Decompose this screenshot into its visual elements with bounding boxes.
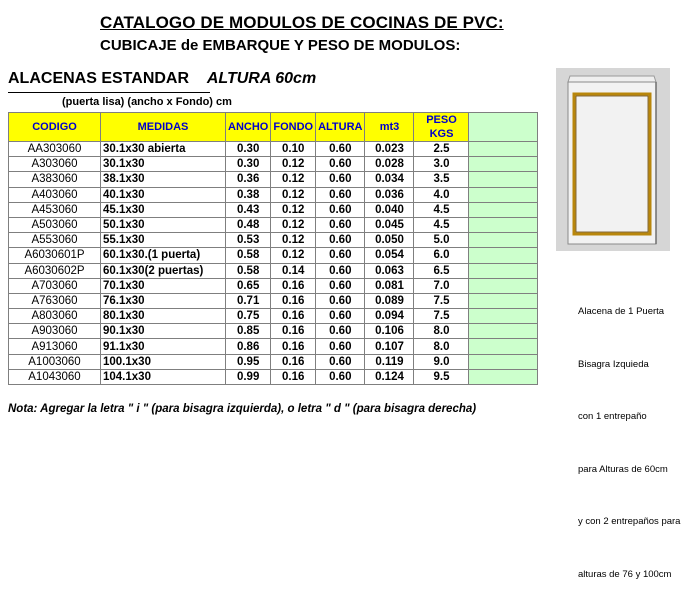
cell-codigo: A503060 <box>9 217 101 232</box>
cell-ancho: 0.71 <box>226 293 271 308</box>
cell-codigo: A803060 <box>9 309 101 324</box>
cell-medidas: 45.1x30 <box>101 202 226 217</box>
cell-fondo: 0.12 <box>271 202 316 217</box>
cell-extra <box>469 293 538 308</box>
cell-peso: 7.0 <box>414 278 469 293</box>
cell-mt3: 0.050 <box>365 233 414 248</box>
cell-ancho: 0.75 <box>226 309 271 324</box>
cell-extra <box>469 233 538 248</box>
caption-line: con 1 entrepaño <box>578 411 647 422</box>
cell-mt3: 0.089 <box>365 293 414 308</box>
cell-altura: 0.60 <box>316 278 365 293</box>
cell-mt3: 0.119 <box>365 354 414 369</box>
table-row <box>9 172 538 187</box>
cell-altura: 0.60 <box>316 248 365 263</box>
caption-line: Alacena de 1 Puerta <box>578 306 665 317</box>
cell-peso: 6.0 <box>414 248 469 263</box>
cell-altura: 0.60 <box>316 293 365 308</box>
section-heading <box>8 70 316 88</box>
caption-line: y con 2 entrepaños para <box>578 516 681 527</box>
table-row <box>9 324 538 339</box>
cell-fondo: 0.12 <box>271 233 316 248</box>
cell-mt3: 0.107 <box>365 339 414 354</box>
cell-codigo: A6030601P <box>9 248 101 263</box>
caption-line: Bisagra Izquieda <box>578 358 649 370</box>
table-row <box>9 142 538 157</box>
cell-mt3: 0.040 <box>365 202 414 217</box>
cell-fondo: 0.12 <box>271 217 316 232</box>
cell-peso: 4.0 <box>414 187 469 202</box>
cell-extra <box>469 369 538 384</box>
cell-altura: 0.60 <box>316 172 365 187</box>
col-header-altura: ALTURA <box>316 113 365 142</box>
col-header-extra <box>469 113 538 142</box>
cell-fondo: 0.14 <box>271 263 316 278</box>
table-row <box>9 157 538 172</box>
cell-extra <box>469 142 538 157</box>
table-row <box>9 354 538 369</box>
cell-codigo: A763060 <box>9 293 101 308</box>
cell-ancho: 0.53 <box>226 233 271 248</box>
cell-medidas: 60.1x30.(1 puerta) <box>101 248 226 263</box>
col-header-medidas: MEDIDAS <box>101 113 226 142</box>
cell-peso: 5.0 <box>414 233 469 248</box>
cell-fondo: 0.12 <box>271 248 316 263</box>
cell-fondo: 0.16 <box>271 278 316 293</box>
cell-extra <box>469 263 538 278</box>
section-underline <box>8 92 210 93</box>
col-header-ancho: ANCHO <box>226 113 271 142</box>
cell-codigo: A403060 <box>9 187 101 202</box>
cell-fondo: 0.16 <box>271 354 316 369</box>
cell-peso: 9.0 <box>414 354 469 369</box>
cell-mt3: 0.045 <box>365 217 414 232</box>
page-subtitle: CUBICAJE de EMBARQUE Y PESO DE MODULOS: <box>100 37 461 54</box>
table-row <box>9 263 538 278</box>
cell-altura: 0.60 <box>316 202 365 217</box>
table-row <box>9 187 538 202</box>
cell-medidas: 70.1x30 <box>101 278 226 293</box>
section-height: ALTURA 60cm <box>206 70 317 87</box>
cell-peso: 7.5 <box>414 309 469 324</box>
cell-codigo: A6030602P <box>9 263 101 278</box>
cell-ancho: 0.43 <box>226 202 271 217</box>
cell-ancho: 0.48 <box>226 217 271 232</box>
cell-extra <box>469 172 538 187</box>
cell-medidas: 30.1x30 abierta <box>101 142 226 157</box>
cabinet-illustration <box>556 68 670 251</box>
cell-altura: 0.60 <box>316 354 365 369</box>
cell-mt3: 0.106 <box>365 324 414 339</box>
table-row <box>9 248 538 263</box>
cell-mt3: 0.036 <box>365 187 414 202</box>
dimensions-note: (puerta lisa) (ancho x Fondo) cm <box>62 96 232 108</box>
cell-medidas: 91.1x30 <box>101 339 226 354</box>
cell-fondo: 0.10 <box>271 142 316 157</box>
table-row <box>9 339 538 354</box>
cell-altura: 0.60 <box>316 157 365 172</box>
cell-ancho: 0.38 <box>226 187 271 202</box>
cell-codigo: A903060 <box>9 324 101 339</box>
cell-extra <box>469 248 538 263</box>
cell-extra <box>469 339 538 354</box>
cell-extra <box>469 354 538 369</box>
cell-peso: 2.5 <box>414 142 469 157</box>
cell-mt3: 0.054 <box>365 248 414 263</box>
cell-peso: 8.0 <box>414 324 469 339</box>
cell-codigo: A453060 <box>9 202 101 217</box>
cell-fondo: 0.16 <box>271 309 316 324</box>
caption-line: para Alturas de 60cm <box>578 463 668 475</box>
cell-altura: 0.60 <box>316 233 365 248</box>
cell-fondo: 0.16 <box>271 339 316 354</box>
col-header-fondo: FONDO <box>271 113 316 142</box>
cell-mt3: 0.063 <box>365 263 414 278</box>
cell-mt3: 0.028 <box>365 157 414 172</box>
table-row <box>9 293 538 308</box>
cell-extra <box>469 278 538 293</box>
cell-altura: 0.60 <box>316 187 365 202</box>
col-header-peso: PESO KGS <box>414 113 469 142</box>
cell-ancho: 0.95 <box>226 354 271 369</box>
cell-extra <box>469 202 538 217</box>
cell-medidas: 80.1x30 <box>101 309 226 324</box>
cell-ancho: 0.86 <box>226 339 271 354</box>
cell-fondo: 0.12 <box>271 187 316 202</box>
cell-mt3: 0.094 <box>365 309 414 324</box>
cell-codigo: AA303060 <box>9 142 101 157</box>
table-row <box>9 309 538 324</box>
cell-ancho: 0.85 <box>226 324 271 339</box>
cell-codigo: A303060 <box>9 157 101 172</box>
cell-ancho: 0.36 <box>226 172 271 187</box>
cell-ancho: 0.65 <box>226 278 271 293</box>
cell-medidas: 38.1x30 <box>101 172 226 187</box>
cell-extra <box>469 157 538 172</box>
cell-fondo: 0.12 <box>271 172 316 187</box>
footnote: Nota: Agregar la letra " i " (para bisagra izquierda), o letra " d " (para bisagra derecha) <box>8 403 477 415</box>
section-name: ALACENAS ESTANDAR <box>8 70 190 87</box>
cell-mt3: 0.081 <box>365 278 414 293</box>
cell-altura: 0.60 <box>316 217 365 232</box>
cell-medidas: 104.1x30 <box>101 369 226 384</box>
cell-peso: 4.5 <box>414 217 469 232</box>
table-row <box>9 369 538 384</box>
caption-line: alturas de 76 y 100cm <box>578 568 672 580</box>
cell-medidas: 60.1x30(2 puertas) <box>101 263 226 278</box>
cell-altura: 0.60 <box>316 309 365 324</box>
cell-peso: 3.5 <box>414 172 469 187</box>
cell-ancho: 0.58 <box>226 263 271 278</box>
cell-mt3: 0.023 <box>365 142 414 157</box>
cell-medidas: 76.1x30 <box>101 293 226 308</box>
cell-medidas: 55.1x30 <box>101 233 226 248</box>
cell-medidas: 90.1x30 <box>101 324 226 339</box>
cabinet-image <box>556 68 670 251</box>
cell-codigo: A553060 <box>9 233 101 248</box>
cell-medidas: 50.1x30 <box>101 217 226 232</box>
cell-fondo: 0.12 <box>271 157 316 172</box>
cell-ancho: 0.58 <box>226 248 271 263</box>
cell-extra <box>469 309 538 324</box>
cell-fondo: 0.16 <box>271 369 316 384</box>
cell-ancho: 0.30 <box>226 142 271 157</box>
cell-fondo: 0.16 <box>271 324 316 339</box>
table-row <box>9 202 538 217</box>
table-row <box>9 217 538 232</box>
cell-codigo: A703060 <box>9 278 101 293</box>
cell-mt3: 0.034 <box>365 172 414 187</box>
cell-peso: 3.0 <box>414 157 469 172</box>
cell-peso: 8.0 <box>414 339 469 354</box>
col-header-codigo: CODIGO <box>9 113 101 142</box>
cell-peso: 7.5 <box>414 293 469 308</box>
cell-altura: 0.60 <box>316 369 365 384</box>
cell-ancho: 0.99 <box>226 369 271 384</box>
table-header-row <box>9 113 538 142</box>
image-caption <box>578 268 680 601</box>
cell-medidas: 30.1x30 <box>101 157 226 172</box>
cell-altura: 0.60 <box>316 263 365 278</box>
cell-peso: 4.5 <box>414 202 469 217</box>
table-row <box>9 233 538 248</box>
cell-peso: 9.5 <box>414 369 469 384</box>
cell-codigo: A913060 <box>9 339 101 354</box>
cell-ancho: 0.30 <box>226 157 271 172</box>
col-header-mt3: mt3 <box>365 113 414 142</box>
cell-medidas: 100.1x30 <box>101 354 226 369</box>
cell-mt3: 0.124 <box>365 369 414 384</box>
cell-extra <box>469 324 538 339</box>
cell-altura: 0.60 <box>316 339 365 354</box>
cell-altura: 0.60 <box>316 142 365 157</box>
cell-codigo: A1043060 <box>9 369 101 384</box>
catalog-table <box>8 112 538 385</box>
cell-medidas: 40.1x30 <box>101 187 226 202</box>
cell-peso: 6.5 <box>414 263 469 278</box>
cell-fondo: 0.16 <box>271 293 316 308</box>
cell-codigo: A383060 <box>9 172 101 187</box>
cell-extra <box>469 187 538 202</box>
cell-altura: 0.60 <box>316 324 365 339</box>
table-row <box>9 278 538 293</box>
cell-codigo: A1003060 <box>9 354 101 369</box>
page-title: CATALOGO DE MODULOS DE COCINAS DE PVC: <box>100 13 504 32</box>
cell-extra <box>469 217 538 232</box>
